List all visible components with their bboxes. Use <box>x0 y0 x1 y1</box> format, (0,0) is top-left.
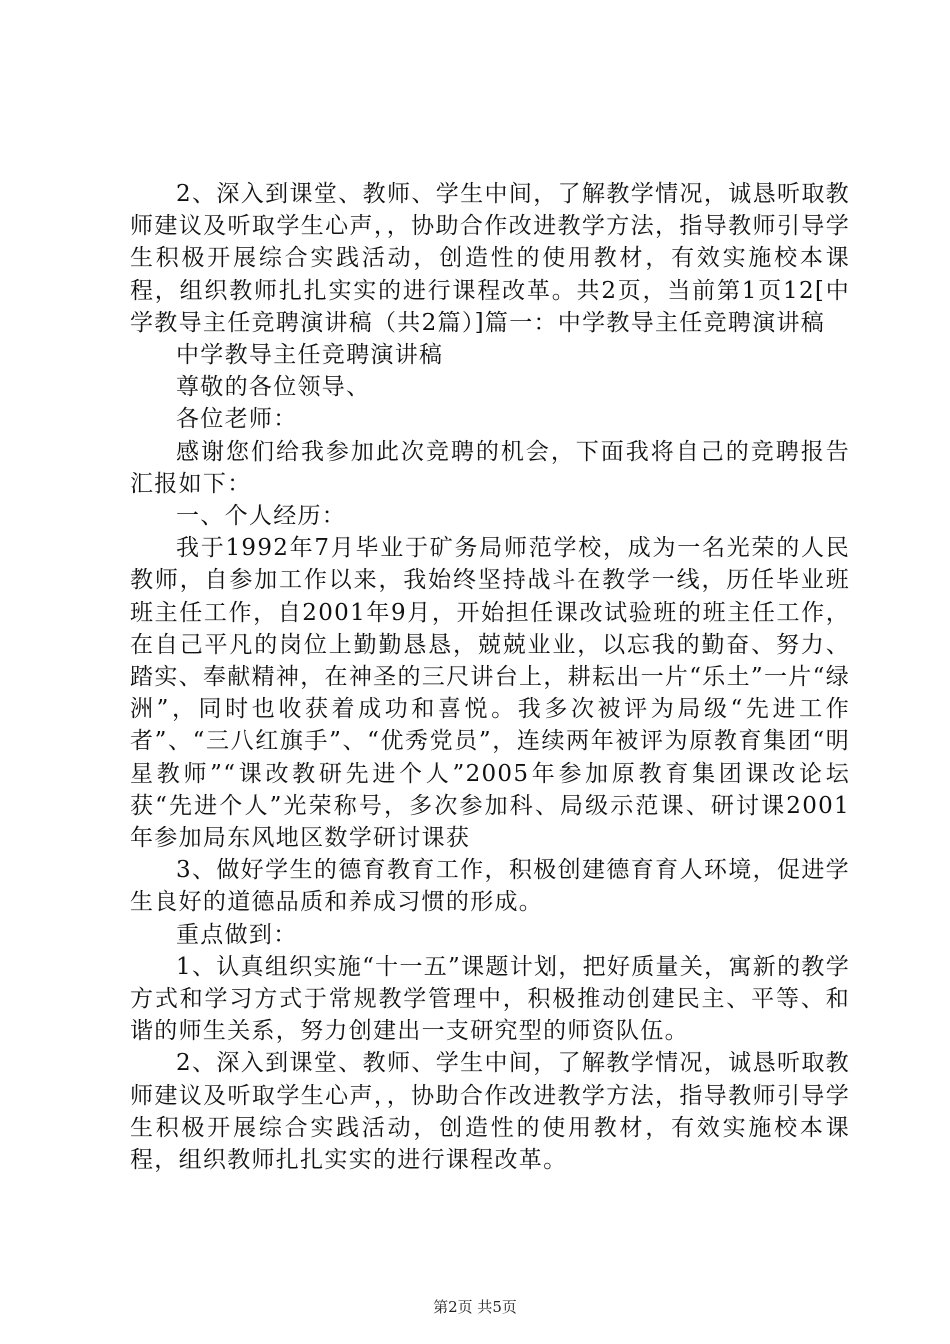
paragraph-3: 尊敬的各位领导、 <box>176 374 371 401</box>
paragraph-5: 感谢您们给我参加此次竞聘的机会，下面我将自己的竞聘报告汇报如下： <box>130 438 850 497</box>
paragraph-7: 我于1992年7月毕业于矿务局师范学校，成为一名光荣的人民教师，自参加工作以来，我始终坚持战斗在教学一线，历任毕业班班主任工作，自2001年9月，开始担任课改试验班的班主任工作，在自己平凡的岗位上勤勤恳恳，兢兢业业，以忘我的勤奋、努力、踏实、奉献精神，在神圣的三尺讲台上，耕耘出一片“乐土”一片“绿洲”，同时也收获着成功和喜悦。我多次被评为局级“先进工作者”、“三八红旗手”、“优秀党员”，连续两年被评为原教育集团“明星教师”“课改教研先进个人”2005年参加原教育集团课改论坛获“先进个人”光荣称号，多次参加科、局级示范课、研讨课2001年参加局东风地区数学研讨课获 <box>130 535 850 852</box>
document-body <box>130 178 850 1176</box>
paragraph-6: 一、个人经历： <box>176 503 347 530</box>
paragraph-10: 1、认真组织实施“十一五”课题计划，把好质量关，寓新的教学方式和学习方式于常规教学管理中，积极推动创建民主、平等、和谐的师生关系，努力创建出一支研究型的师资队伍。 <box>130 953 850 1045</box>
paragraph-4: 各位老师： <box>176 406 298 433</box>
paragraph-2: 中学教导主任竞聘演讲稿 <box>176 342 444 369</box>
paragraph-8: 3、做好学生的德育教育工作，积极创建德育育人环境，促进学生良好的道德品质和养成习惯的形成。 <box>130 857 850 916</box>
paragraph-11: 2、深入到课堂、教师、学生中间，了解教学情况，诚恳听取教师建议及听取学生心声，，协助合作改进教学方法，指导教师引导学生积极开展综合实践活动，创造性的使用教材，有效实施校本课程，组织教师扎扎实实的进行课程改革。 <box>130 1050 850 1174</box>
paragraph-9: 重点做到： <box>176 921 298 948</box>
paragraph-1: 2、深入到课堂、教师、学生中间，了解教学情况，诚恳听取教师建议及听取学生心声，，协助合作改进教学方法，指导教师引导学生积极开展综合实践活动，创造性的使用教材，有效实施校本课程，组织教师扎扎实实的进行课程改革。共2页，当前第1页12[中学教导主任竞聘演讲稿（共2篇）]篇一：中学教导主任竞聘演讲稿 <box>130 181 850 336</box>
page-footer: 第2页 共5页 <box>433 1298 517 1316</box>
